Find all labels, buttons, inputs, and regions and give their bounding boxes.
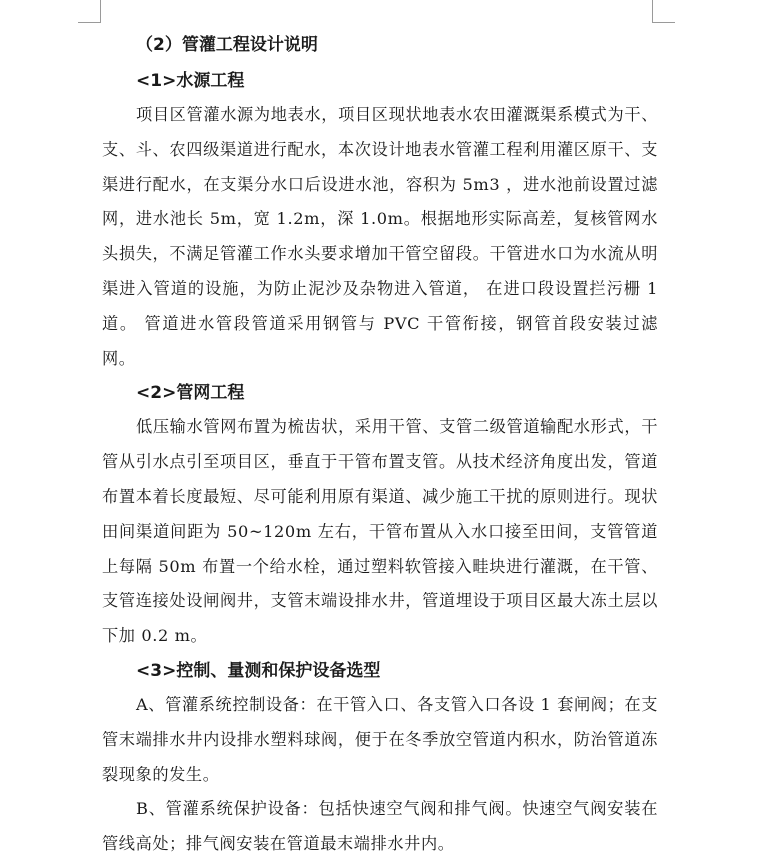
- document-body: [102, 30, 658, 862]
- subsection-heading-equipment: <3>控制、量测和保护设备选型: [136, 660, 381, 681]
- section-title: （2）管灌工程设计说明: [136, 35, 318, 55]
- subsection-heading-water-source: <1>水源工程: [136, 71, 245, 91]
- paragraph-control-equipment: A、管灌系统控制设备：在干管入口、各支管入口各设 1 套闸阀；在支管末端排水井内设排水塑料球阀，便于在冬季放空管道内积水，防治管道冻裂现象的发生。: [102, 694, 658, 784]
- page-corner-mark-top-right: [652, 0, 675, 23]
- paragraph-water-source: 项目区管灌水源为地表水，项目区现状地表水农田灌溉渠系模式为干、支、斗、农四级渠道进行配水，本次设计地表水管灌工程利用灌区原干、支渠进行配水，在支渠分水口后设进水池，容积为 5m3 ，进水池前设置过滤网，进水池长 5m，宽 1.2m，深 1.0m。根据地形实际高差，复核管网水头损失，不满足管灌工作水头要求增加干管空留段。干管进水口为水流从明渠进入管道的设施，为防止泥沙及杂物进入管道， 在进口段设置拦污栅 1 道。 管道进水管段管道采用钢管与 PVC 干管衔接，钢管首段安装过滤网。: [102, 105, 658, 368]
- page-corner-mark-top-left: [78, 0, 101, 23]
- subsection-heading-pipe-network: <2>管网工程: [136, 383, 245, 404]
- paragraph-protection-equipment: B、管灌系统保护设备：包括快速空气阀和排气阀。快速空气阀安装在管线高处；排气阀安装在管道最末端排水井内。: [102, 799, 658, 854]
- paragraph-pipe-network: 低压输水管网布置为梳齿状，采用干管、支管二级管道输配水形式，干管从引水点引至项目区，垂直于干管布置支管。从技术经济角度出发，管道布置本着长度最短、尽可能利用原有渠道、减少施工干扰的原则进行。现状田间渠道间距为 50~120m 左右，干管布置从入水口接至田间，支管管道上每隔 50m 布置一个给水栓，通过塑料软管接入畦块进行灌溉，在干管、支管连接处设闸阀井，支管末端设排水井，管道埋设于项目区最大冻土层以下加 0.2 m。: [102, 417, 658, 646]
